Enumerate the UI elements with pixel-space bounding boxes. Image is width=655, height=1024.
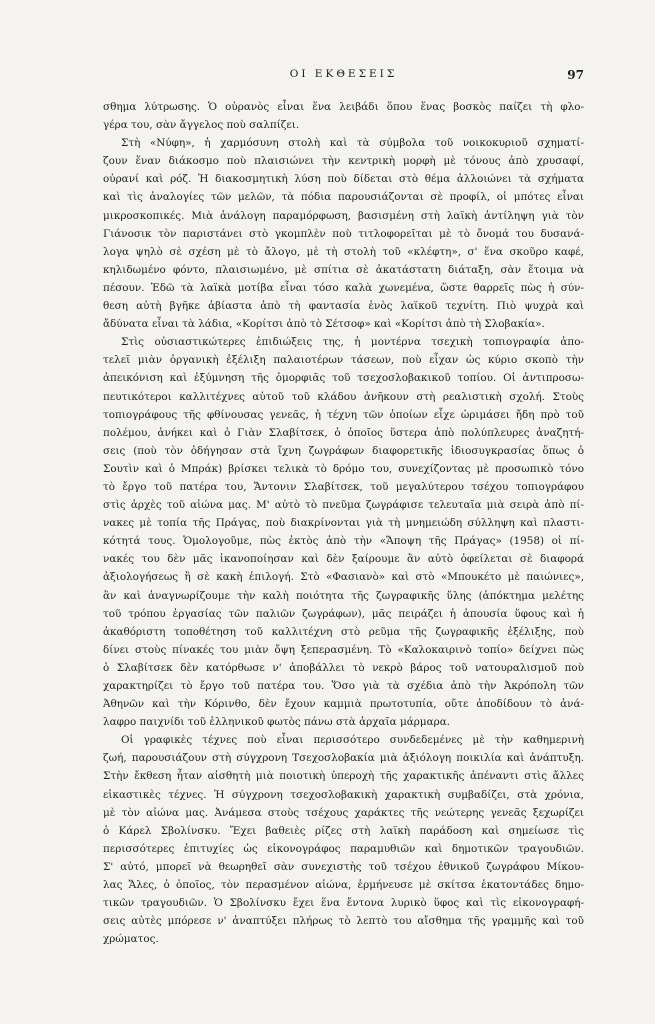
text-line: Σ' αὐτό, μπορεῖ νὰ θεωρηθεῖ σὰν συνεχιστὴς τοῦ τσέχου ἐθνικοῦ ζωγράφου Μίκου- (103, 860, 584, 873)
text-line: μὲ τὸν αἰώνα μας. Ἀνάμεσα στοὺς τσέχους χαράκτες τῆς νεώτερης γενεᾶς ξεχωρίζει (103, 806, 584, 819)
text-line: τοῦ τρόπου ἐργασίας τῶν παλιῶν ζωγράφων), μᾶς πειράζει ἡ ἀπουσία ὕφους καὶ ἡ (103, 607, 584, 620)
text-line: σεις (ποὺ τὸν ὁδήγησαν στὰ ἴχνη ζωγράφων διαφορετικῆς ἰδιοσυγκρασίας ὅπως ὁ (103, 444, 584, 457)
text-line: πολέμου, ἀνήκει καὶ ὁ Γιὰν Σλαβίτσεκ, ὁ ὁποῖος ὕστερα ἀπὸ πολύπλευρες ἀναζητή- (103, 426, 584, 439)
text-line: στὶς ἀρχὲς τοῦ αἰώνα μας. Μ' αὐτὸ τὸ πνεῦμα ζωγράφισε τελευταῖα μιὰ σειρὰ ἀπὸ πί- (103, 499, 584, 512)
text-line: Στὴν ἔκθεση ἦταν αἰσθητὴ μιὰ ποιοτικὴ ὑπεροχὴ τῆς χαρακτικῆς ἀπέναντι στὶς ἄλλες (103, 770, 584, 783)
text-line: γέρα του, σὰν ἄγγελος ποὺ σαλπίζει. (103, 119, 300, 132)
text-line: περισσότερες ἐπιτυχίες ὡς εἰκονογράφος παραμυθιῶν καὶ δημοτικῶν τραγουδιῶν. (103, 842, 584, 855)
text-line: πευτικότεροι καλλιτέχνες αὐτοῦ τοῦ κλάδου ἀνῆκουν στὴ ρεαλιστικὴ σχολή. Στοὺς (103, 390, 584, 403)
text-line: Στὶς οὐσιαστικώτερες ἐπιδιώξεις της, ἡ μοντέρνα τσεχικὴ τοπιογραφία ἀπο- (121, 336, 584, 349)
text-line: ἀκαθόριστη τοποθέτηση τοῦ καλλιτέχνη στὸ ρεῦμα τῆς ζωγραφικῆς ἐξέλιξης, ποὺ (103, 625, 584, 638)
text-line: ὁ Κάρελ Σβολίνσκυ. Ἔχει βαθειὲς ρίζες στὴ λαϊκὴ παράδοση καὶ σημείωσε τὶς (103, 824, 584, 837)
text-line: λας Ἄλες, ὁ ὁποῖος, τὸν περασμένον αἰώνα, ἑρμήνευσε μὲ σκίτσα ἑκατοντάδες δημο- (103, 879, 584, 892)
text-line: Γιάνοσικ τὸν παριστάνει στὸ γκομπλὲν ποὺ τιτλοφορεῖται μὲ τὸ ὄνομά του δυσανά- (103, 227, 584, 240)
text-line: ἂν καὶ ἀναγνωρίζουμε τὴν καλὴ ποιότητα τῆς ζωγραφικῆς ὕλης (ἀπόκτημα μελέτης (103, 589, 584, 602)
text-line: χρώματος. (103, 933, 159, 946)
text-line: τοπιογράφους τῆς φθίνουσας γενεᾶς, ἡ τέχνη τῶν ὁποίων εἶχε ὡριμάσει ἤδη πρὸ τοῦ (103, 408, 584, 421)
text-line: Στὴ «Νύφη», ἡ χαρμόσυνη στολὴ καὶ τὰ σύμβολα τοῦ νοικοκυριοῦ σχηματί- (121, 137, 584, 150)
text-line: οὐρανί καὶ ρόζ. Ἡ διακοσμητικὴ λύση ποὺ δίδεται στὸ θέμα ἀλλοιώνει τὰ σχήματα (103, 173, 584, 186)
text-line: θεση αὐτὴ βγῆκε ἀβίαστα ἀπὸ τὴ φαντασία ἑνὸς λαϊκοῦ τεχνίτη. Πιὸ ψυχρὰ καὶ (103, 300, 584, 313)
text-line: πέσουν. Ἐδῶ τὰ λαϊκὰ μοτίβα εἶναι τόσο καλὰ χωνεμένα, ὥστε θαρρεῖς πὼς ἡ σύν- (103, 281, 584, 294)
text-line: κηλιδωμένο φόντο, πλαισιωμένο, μὲ σπίτια σὲ ἀκατάστατη διάταξη, σὰν ἕτοιμα νὰ (103, 263, 584, 276)
text-line: ζουν ἕναν διάκοσμο ποὺ πλαισιώνει τὴν κεντρικὴ μορφὴ μὲ τόνους ἀπὸ χρυσαφί, (103, 155, 584, 168)
text-line: σθημα λύτρωσης. Ὁ οὐρανὸς εἶναι ἕνα λειβάδι ὅπου ἕνας βοσκὸς παίζει τὴ φλο- (103, 101, 584, 113)
text-line: ζωή, παρουσιάζουν στὴ σύγχρονη Τσεχοσλοβακία μιὰ ἀξιόλογη ποικιλία καὶ ἀνάπτυξη. (103, 752, 584, 765)
text-line: τὸ ἔργο τοῦ πατέρα του, Ἄντονιν Σλαβίτσεκ, τοῦ μεγαλύτερου τσέχου τοπιογράφου (103, 480, 584, 493)
text-line: λαφρο παιχνίδι τοῦ ἑλληνικοῦ φωτὸς πάνω στὰ ἀρχαῖα μάρμαρα. (103, 716, 451, 729)
text-line: κότητά τους. Ὁμολογοῦμε, πὼς ἐκτὸς ἀπὸ τὴν «Ἄποψη τῆς Πράγας» (1958) οἱ πί- (103, 535, 584, 548)
text-line: νακές του δὲν μᾶς ἱκανοποίησαν καὶ δὲν ξαίρουμε ἂν αὐτὸ ὀφείλεται σὲ διαφορά (103, 553, 584, 566)
page-number: 97 (567, 68, 584, 82)
text-line: Σουτὶν καὶ ὁ Μπράκ) βρίσκει τελικὰ τὸ δρόμο του, συνεχίζοντας μὲ προσωπικὸ τόνο (103, 462, 584, 475)
text-line: καὶ τὶς ἀναλογίες τῶν μελῶν, τὰ πόδια παρουσιάζονται σὲ προφίλ, οἱ μπότες εἶναι (103, 191, 584, 204)
text-line: εἰκαστικὲς τέχνες. Ἡ σύγχρονη τσεχοσλοβακικὴ χαρακτικὴ συμβαδίζει, στὰ χρόνια, (103, 788, 584, 801)
text-line: Οἱ γραφικὲς τέχνες ποὺ εἶναι περισσότερο συνδεδεμένες μὲ τὴν καθημερινὴ (121, 734, 584, 747)
body-text (103, 98, 584, 948)
text-line: ἀξιολογήσεως ἢ σὲ κακὴ ἐπιλογή. Στὸ «Φασιανὸ» καὶ στὸ «Μπουκέτο μὲ παιώνιες», (103, 571, 584, 584)
text-line: τελεῖ μιὰν ὀργανικὴ ἐξέλιξη παλαιοτέρων τάσεων, ποὺ εἶχαν ὡς κύριο σκοπὸ τὴν (103, 354, 584, 367)
text-line: ἀπεικόνιση καὶ ἐξύμνηση τῆς ὀμορφιᾶς τοῦ τσεχοσλοβακικοῦ τοπίου. Οἱ ἀντιπροσω- (103, 372, 584, 385)
text-line: ἄδύνατα εἶναι τὰ λάδια, «Κορίτσι ἀπὸ τὸ Σέτσοφ» καὶ «Κορίτσι ἀπὸ τὴ Σλοβακία». (103, 318, 545, 331)
text-line: δίνει στοὺς πίνακές του μιὰν ὄψη ξεπερασμένη. Τὸ «Καλοκαιρινὸ τοπίο» δείχνει πὼς (103, 643, 584, 656)
text-line: τικῶν τραγουδιῶν. Ὁ Σβολίνσκυ ἔχει ἕνα ἔντονα λυρικὸ ὕφος καὶ τὶς εἰκονογραφή- (103, 897, 584, 910)
text-line: σεις αὐτὲς μπόρεσε ν' ἀναπτύξει πλήρως τὸ λεπτὸ του αἴσθημα τῆς γραμμῆς καὶ τοῦ (103, 915, 584, 928)
running-header (103, 68, 584, 88)
text-line: Ἀθηνῶν καὶ τὴν Κόρινθο, δὲν ἔχουν καμμιὰ πρωτοτυπία, οὔτε ἀποδίδουν τὸ ἀνά- (103, 698, 584, 711)
text-line: μικροσκοπικές. Μιὰ ἀνάλογη παραμόρφωση, βασισμένη στὴ λαϊκὴ ἀντίληψη γιὰ τὸν (103, 209, 584, 222)
text-line: νακες μὲ τοπία τῆς Πράγας, ποὺ διακρίνονται γιὰ τὴ μνημειώδη σύλληψη καὶ πλαστι- (103, 517, 584, 530)
text-line: χαρακτηρίζει τὸ ἔργο τοῦ πατέρα του. Ὅσο γιὰ τὰ σχέδια ἀπὸ τὴν Ἀκρόπολη τῶν (103, 680, 584, 692)
text-line: λογα ψηλὸ σὲ σχέση μὲ τὸ ἄλογο, μὲ τὴ στολὴ τοῦ «κλέφτη», σ' ἕνα σκοῦρο καφέ, (103, 245, 584, 258)
text-line: ὁ Σλαβίτσεκ δὲν κατόρθωσε ν' ἀποβάλλει τὸ νεκρὸ βάρος τοῦ νατουραλισμοῦ ποὺ (103, 661, 584, 674)
running-title: ΟΙ ΕΚΘΕΣΕΙΣ (289, 68, 398, 80)
